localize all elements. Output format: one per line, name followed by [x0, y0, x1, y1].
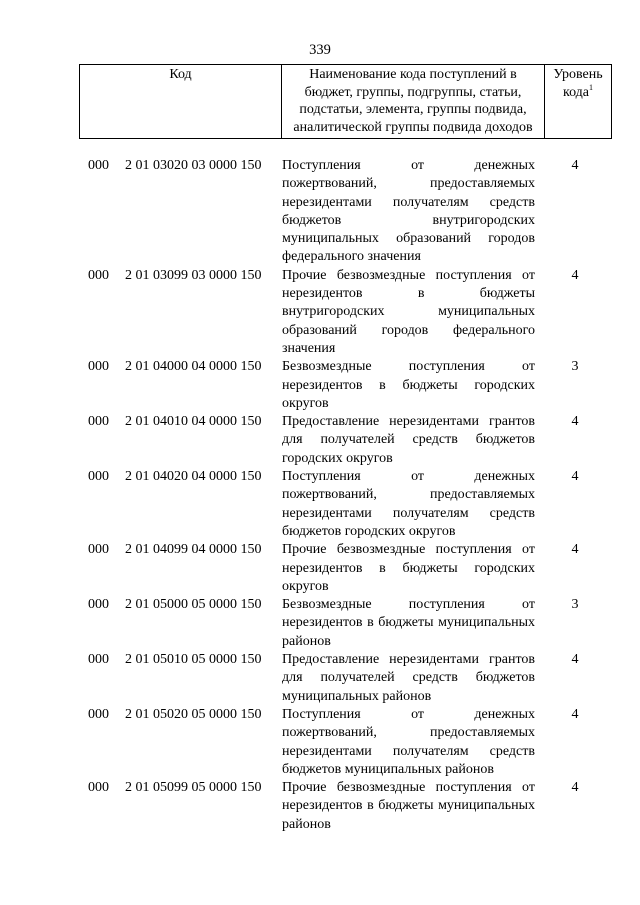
revenue-name: Безвозмездные поступления от нерезидентов в бюджеты муниципальных районов: [282, 597, 535, 649]
revenue-code: 2 01 03020 03 0000 150: [125, 158, 262, 173]
revenue-code: 2 01 04020 04 0000 150: [125, 469, 262, 485]
code-level: 4: [571, 652, 579, 668]
revenue-code: 2 01 05010 05 0000 150: [125, 652, 262, 668]
table-row: [0, 413, 640, 468]
admin-code: 000: [88, 542, 109, 558]
table-row: [0, 157, 640, 267]
admin-code: 000: [88, 780, 109, 796]
revenue-name: Поступления от денежных пожертвований, предоставляемых нерезидентами получателям средств бюджетов внутригородских муниципальных образований городов федерального значения: [282, 158, 535, 265]
revenue-name: Поступления от денежных пожертвований, предоставляемых нерезидентами получателям средств бюджетов муниципальных районов: [282, 706, 535, 777]
table-row: [0, 596, 640, 651]
admin-code: 000: [88, 158, 109, 173]
header-level: [545, 65, 612, 139]
code-level: 4: [571, 542, 579, 558]
header-level-label: Уровень кода: [553, 67, 603, 100]
admin-code: 000: [88, 469, 109, 485]
table-row: [0, 779, 640, 834]
admin-code: 000: [88, 706, 109, 722]
revenue-name: Предоставление нерезидентами грантов для получателей средств бюджетов городских округов: [282, 414, 535, 466]
revenue-name: Безвозмездные поступления от нерезидентов в бюджеты городских округов: [282, 359, 535, 411]
admin-code: 000: [88, 597, 109, 613]
revenue-code: 2 01 05020 05 0000 150: [125, 706, 262, 722]
admin-code: 000: [88, 359, 109, 375]
code-level: 4: [571, 158, 579, 173]
code-level: 3: [571, 359, 579, 375]
revenue-code: 2 01 04000 04 0000 150: [125, 359, 262, 375]
table-header: [79, 64, 612, 139]
revenue-name: Прочие безвозмездные поступления от нерезидентов в бюджеты городских округов: [282, 542, 535, 594]
code-level: 3: [571, 597, 579, 613]
table-row: [0, 267, 640, 358]
header-code: Код: [80, 65, 282, 139]
table-row: [0, 651, 640, 706]
code-level: 4: [571, 469, 579, 485]
revenue-code: 2 01 04010 04 0000 150: [125, 414, 262, 430]
revenue-code: 2 01 05000 05 0000 150: [125, 597, 262, 613]
revenue-name: Прочие безвозмездные поступления от нерезидентов в бюджеты внутригородских муниципальных образований городов федерального значения: [282, 267, 535, 356]
table-body: [0, 157, 640, 834]
table-row: [0, 706, 640, 779]
table-row: [0, 541, 640, 596]
code-level: 4: [571, 780, 579, 796]
revenue-code: 2 01 04099 04 0000 150: [125, 542, 262, 558]
admin-code: 000: [88, 267, 109, 283]
revenue-name: Поступления от денежных пожертвований, предоставляемых нерезидентами получателям средств бюджетов городских округов: [282, 469, 535, 539]
table-row: [0, 468, 640, 541]
admin-code: 000: [88, 652, 109, 668]
admin-code: 000: [88, 414, 109, 430]
code-level: 4: [571, 706, 579, 722]
revenue-name: Прочие безвозмездные поступления от нерезидентов в бюджеты муниципальных районов: [282, 780, 535, 832]
revenue-code: 2 01 05099 05 0000 150: [125, 780, 262, 796]
footnote-marker: 1: [589, 82, 594, 92]
header-name: Наименование кода поступлений в бюджет, группы, подгруппы, статьи, подстатьи, элемента, группы подвида, аналитической группы подвида доходов: [282, 65, 545, 139]
page-number: 339: [309, 42, 331, 58]
code-level: 4: [571, 414, 579, 430]
code-level: 4: [571, 267, 579, 283]
table-row: [0, 358, 640, 413]
revenue-code: 2 01 03099 03 0000 150: [125, 267, 262, 283]
revenue-name: Предоставление нерезидентами грантов для получателей средств бюджетов муниципальных районов: [282, 652, 535, 704]
